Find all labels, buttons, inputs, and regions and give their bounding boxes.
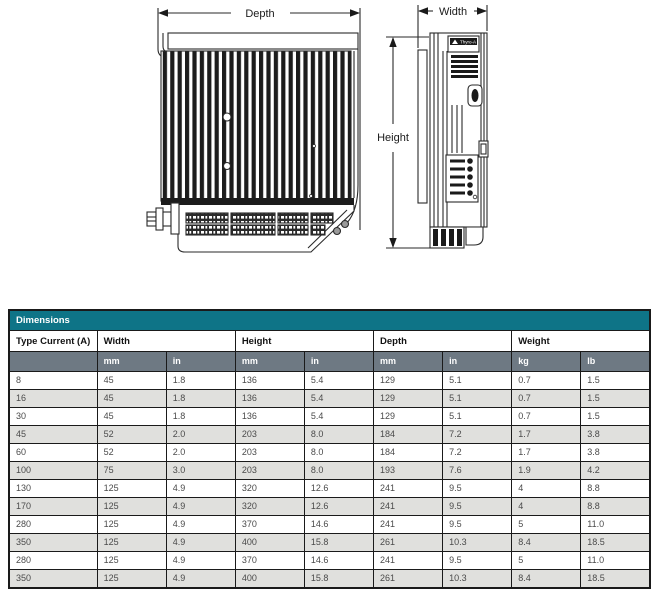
cell-value: 45 (97, 390, 166, 408)
table-row (9, 462, 650, 480)
cell-value: 11.0 (581, 552, 650, 570)
cell-value: 10.3 (443, 570, 512, 589)
cell-value: 5.4 (304, 372, 373, 390)
col-header-depth: Depth (374, 331, 512, 352)
cell-value: 1.8 (166, 390, 235, 408)
cell-value: 5 (512, 552, 581, 570)
cell-value: 4 (512, 480, 581, 498)
cell-value: 45 (97, 408, 166, 426)
cell-value: 5.1 (443, 372, 512, 390)
cell-value: 8.8 (581, 480, 650, 498)
unit-header-mm: mm (374, 352, 443, 372)
cell-value: 4.2 (581, 462, 650, 480)
unit-header-mm: mm (235, 352, 304, 372)
unit-header-blank (9, 352, 97, 372)
cell-value: 8.0 (304, 462, 373, 480)
table-row (9, 444, 650, 462)
cell-value: 15.8 (304, 570, 373, 589)
table-row (9, 480, 650, 498)
cell-value: 125 (97, 552, 166, 570)
cell-value: 9.5 (443, 552, 512, 570)
cell-value: 1.7 (512, 426, 581, 444)
table-row (9, 534, 650, 552)
cell-value: 1.8 (166, 408, 235, 426)
unit-header-kg: kg (512, 352, 581, 372)
table-row (9, 516, 650, 534)
cell-value: 9.5 (443, 498, 512, 516)
unit-header-row (9, 352, 650, 372)
table-row (9, 372, 650, 390)
cell-type-current: 30 (9, 408, 97, 426)
cell-type-current: 130 (9, 480, 97, 498)
table-row (9, 498, 650, 516)
width-label: Width (438, 6, 468, 18)
cell-value: 320 (235, 480, 304, 498)
cell-value: 125 (97, 480, 166, 498)
col-header-type-current: Type Current (A) (9, 331, 97, 352)
dimensions-table-section (0, 309, 659, 589)
cell-value: 4.9 (166, 480, 235, 498)
cell-value: 184 (374, 444, 443, 462)
table-row (9, 390, 650, 408)
group-header-row (9, 331, 650, 352)
cell-value: 241 (374, 552, 443, 570)
cell-value: 0.7 (512, 390, 581, 408)
cell-value: 7.6 (443, 462, 512, 480)
cell-value: 10.3 (443, 534, 512, 552)
cell-value: 4.9 (166, 552, 235, 570)
cell-value: 18.5 (581, 570, 650, 589)
cell-value: 3.8 (581, 426, 650, 444)
cell-value: 5.1 (443, 408, 512, 426)
cell-type-current: 8 (9, 372, 97, 390)
cell-value: 8.4 (512, 570, 581, 589)
cell-value: 0.7 (512, 408, 581, 426)
cell-value: 3.0 (166, 462, 235, 480)
cell-value: 8.4 (512, 534, 581, 552)
cell-value: 261 (374, 570, 443, 589)
cell-value: 5 (512, 516, 581, 534)
cell-value: 1.5 (581, 372, 650, 390)
cell-value: 7.2 (443, 444, 512, 462)
height-label: Height (377, 132, 409, 144)
device-label-plate (448, 36, 479, 52)
cell-value: 5.4 (304, 390, 373, 408)
cell-value: 4.9 (166, 498, 235, 516)
cell-value: 320 (235, 498, 304, 516)
col-header-weight: Weight (512, 331, 650, 352)
unit-header-in: in (166, 352, 235, 372)
cell-value: 136 (235, 408, 304, 426)
cell-type-current: 280 (9, 516, 97, 534)
cell-value: 203 (235, 444, 304, 462)
cell-value: 125 (97, 534, 166, 552)
cell-value: 2.0 (166, 444, 235, 462)
cell-value: 4.9 (166, 516, 235, 534)
cell-value: 125 (97, 516, 166, 534)
led-indicator-block (446, 155, 478, 202)
table-title: Dimensions (9, 310, 650, 331)
table-title-row (9, 310, 650, 331)
cell-value: 193 (374, 462, 443, 480)
device-label: Thyro-A (459, 39, 477, 45)
depth-label: Depth (245, 8, 275, 20)
cell-value: 125 (97, 570, 166, 589)
dimensions-table (8, 309, 651, 589)
cell-value: 9.5 (443, 480, 512, 498)
cell-value: 203 (235, 426, 304, 444)
cell-value: 14.6 (304, 516, 373, 534)
cell-value: 129 (374, 372, 443, 390)
cell-value: 370 (235, 516, 304, 534)
cell-value: 2.0 (166, 426, 235, 444)
cell-value: 4.9 (166, 570, 235, 589)
cell-value: 241 (374, 498, 443, 516)
cell-value: 241 (374, 516, 443, 534)
cell-value: 400 (235, 534, 304, 552)
cell-value: 12.6 (304, 480, 373, 498)
cell-value: 136 (235, 372, 304, 390)
unit-header-in: in (304, 352, 373, 372)
unit-header-in: in (443, 352, 512, 372)
cell-value: 5.4 (304, 408, 373, 426)
cell-value: 1.5 (581, 408, 650, 426)
cell-value: 14.6 (304, 552, 373, 570)
table-row (9, 552, 650, 570)
mounting-bolt (147, 203, 179, 234)
cell-value: 129 (374, 408, 443, 426)
table-row (9, 408, 650, 426)
table-row (9, 570, 650, 589)
cell-value: 9.5 (443, 516, 512, 534)
cell-type-current: 280 (9, 552, 97, 570)
cell-value: 400 (235, 570, 304, 589)
cell-type-current: 16 (9, 390, 97, 408)
cell-value: 52 (97, 426, 166, 444)
cell-type-current: 100 (9, 462, 97, 480)
cell-value: 11.0 (581, 516, 650, 534)
cell-value: 7.2 (443, 426, 512, 444)
cell-value: 1.8 (166, 372, 235, 390)
cell-value: 8.0 (304, 426, 373, 444)
unit-header-mm: mm (97, 352, 166, 372)
col-header-width: Width (97, 331, 235, 352)
cell-value: 52 (97, 444, 166, 462)
cell-value: 18.5 (581, 534, 650, 552)
cell-value: 261 (374, 534, 443, 552)
cell-value: 1.7 (512, 444, 581, 462)
cell-type-current: 350 (9, 570, 97, 589)
cell-type-current: 45 (9, 426, 97, 444)
cell-value: 136 (235, 390, 304, 408)
cell-value: 129 (374, 390, 443, 408)
cell-value: 184 (374, 426, 443, 444)
col-header-height: Height (235, 331, 373, 352)
table-row (9, 426, 650, 444)
cell-type-current: 350 (9, 534, 97, 552)
cell-value: 5.1 (443, 390, 512, 408)
cell-value: 75 (97, 462, 166, 480)
cell-value: 0.7 (512, 372, 581, 390)
cell-type-current: 170 (9, 498, 97, 516)
cell-value: 1.9 (512, 462, 581, 480)
cell-value: 370 (235, 552, 304, 570)
cell-value: 12.6 (304, 498, 373, 516)
cell-value: 4 (512, 498, 581, 516)
cell-value: 241 (374, 480, 443, 498)
cell-value: 203 (235, 462, 304, 480)
cell-type-current: 60 (9, 444, 97, 462)
cell-value: 45 (97, 372, 166, 390)
cell-value: 8.0 (304, 444, 373, 462)
cell-value: 3.8 (581, 444, 650, 462)
cell-value: 125 (97, 498, 166, 516)
unit-header-lb: lb (581, 352, 650, 372)
cell-value: 8.8 (581, 498, 650, 516)
table-body (9, 372, 650, 589)
cell-value: 15.8 (304, 534, 373, 552)
front-view-drawing (377, 5, 488, 248)
side-view-drawing (147, 8, 360, 252)
cell-value: 4.9 (166, 534, 235, 552)
cell-value: 1.5 (581, 390, 650, 408)
